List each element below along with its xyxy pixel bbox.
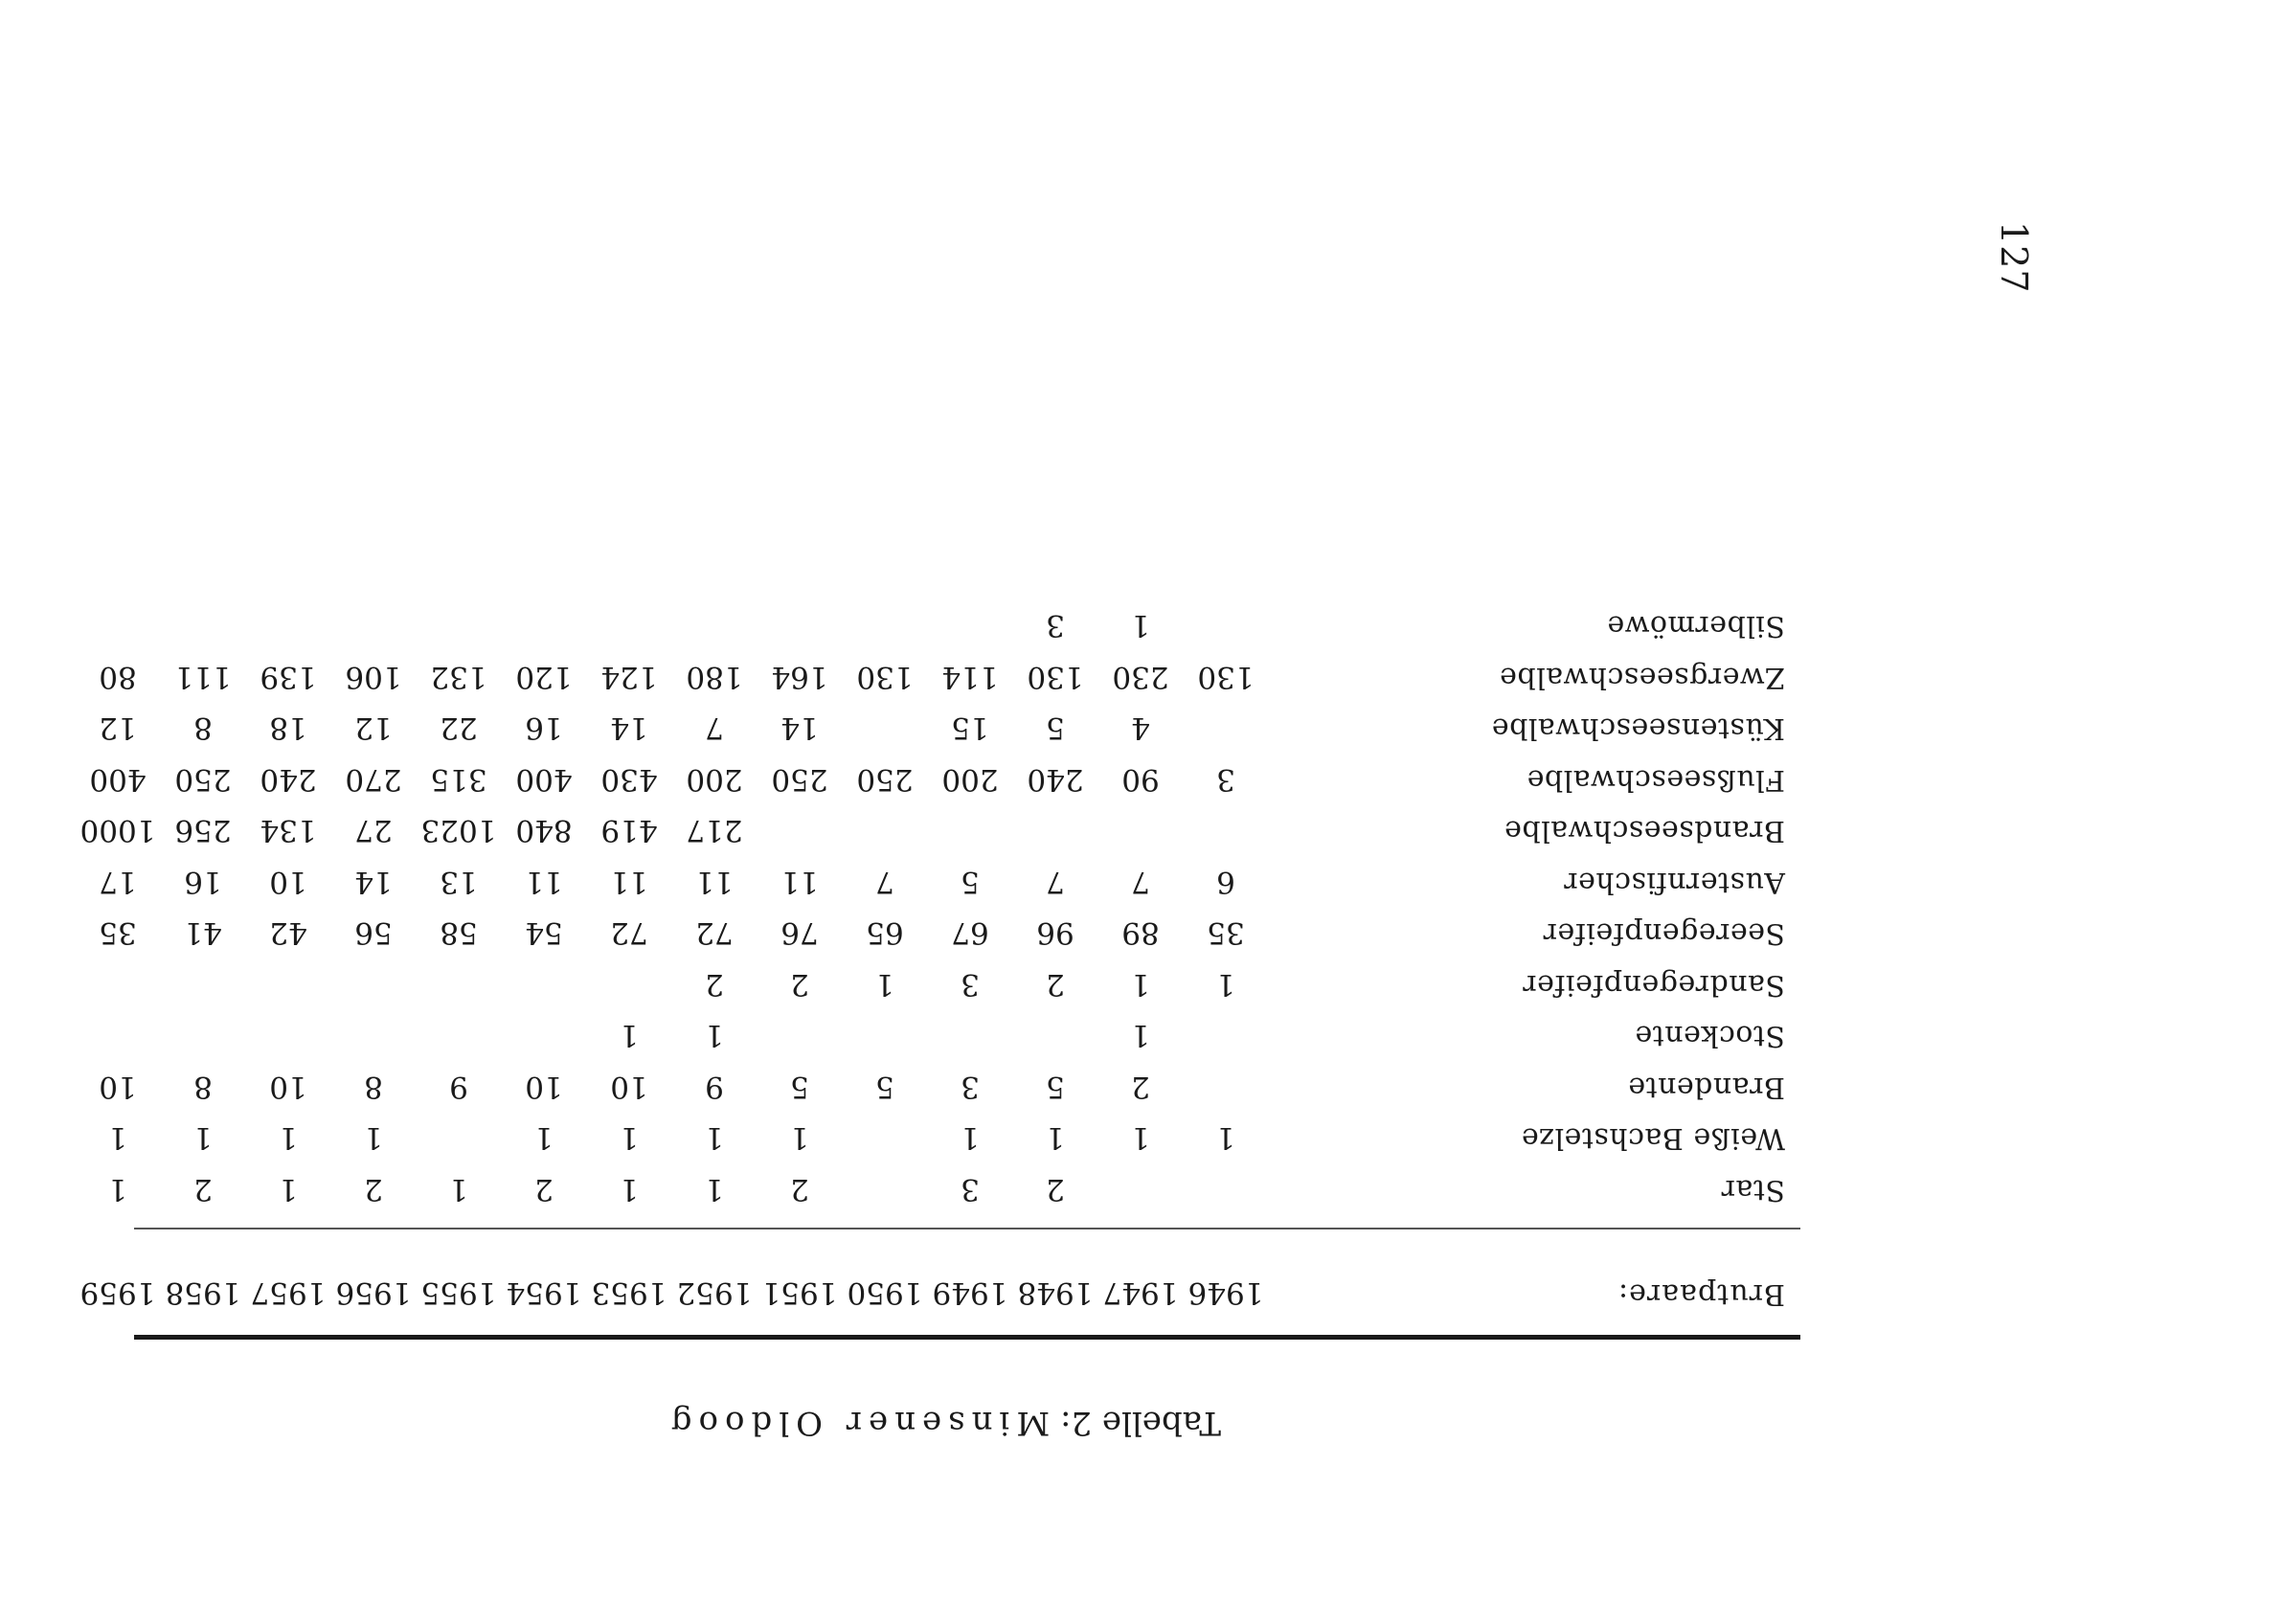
table-cell: 42 — [269, 915, 307, 951]
table-cell: 10 — [99, 1070, 137, 1104]
table-cell: 1 — [620, 1018, 639, 1053]
row-label: Brandseeschwalbe — [1504, 814, 1785, 848]
table-cell: 35 — [99, 915, 137, 951]
table-cell: 130 — [1027, 660, 1084, 694]
table-cell: 2 — [1131, 1070, 1150, 1104]
table-cell: 240 — [260, 762, 317, 797]
table-cell: 58 — [440, 915, 478, 951]
table-cell: 16 — [184, 865, 222, 899]
header-label: Brutpaare: — [1617, 1277, 1785, 1311]
year-header: 1953 — [591, 1275, 667, 1310]
table-cell: 132 — [430, 660, 487, 694]
table-cell: 270 — [345, 762, 402, 797]
table-cell: 72 — [695, 915, 734, 951]
table-cell: 1 — [279, 1120, 298, 1156]
table-cell: 72 — [610, 915, 648, 951]
table-cell: 430 — [600, 762, 658, 797]
table-cell: 130 — [1197, 660, 1255, 694]
table-cell: 1 — [1216, 1120, 1235, 1156]
table-cell: 12 — [354, 710, 393, 746]
header-rule — [134, 1228, 1800, 1229]
table-cell: 14 — [610, 710, 648, 746]
table-cell: 5 — [875, 1070, 894, 1104]
table-cell: 1 — [705, 1172, 724, 1207]
row-label: Sandregenpfeifer — [1522, 968, 1785, 1002]
table-cell: 56 — [354, 915, 393, 951]
table-title — [665, 1404, 1221, 1442]
table-cell: 111 — [174, 660, 232, 694]
row-label: Silbermöwe — [1607, 609, 1785, 643]
year-header: 1947 — [1102, 1275, 1179, 1310]
table-cell: 4 — [1131, 710, 1150, 746]
table-cell: 7 — [1046, 865, 1065, 899]
row-label: Stockente — [1634, 1019, 1785, 1053]
table-cell: 5 — [961, 865, 980, 899]
table-cell: 200 — [941, 762, 999, 797]
table-cell: 1 — [875, 967, 894, 1002]
table-cell: 1 — [1131, 608, 1150, 643]
table-cell: 2 — [534, 1172, 554, 1207]
table-cell: 7 — [705, 710, 724, 746]
table-cell: 3 — [1216, 762, 1235, 797]
table-top-rule — [134, 1335, 1800, 1340]
table-cell: 1 — [705, 1120, 724, 1156]
table-cell: 17 — [99, 865, 137, 899]
table-cell: 240 — [1027, 762, 1084, 797]
table-cell: 315 — [430, 762, 487, 797]
table-cell: 2 — [364, 1172, 383, 1207]
year-header: 1952 — [676, 1275, 753, 1310]
table-cell: 18 — [269, 710, 307, 746]
table-cell: 80 — [99, 660, 137, 694]
table-cell: 5 — [1046, 710, 1065, 746]
year-header: 1951 — [761, 1275, 838, 1310]
table-cell: 67 — [951, 915, 989, 951]
row-label: Flußseeschwalbe — [1526, 763, 1785, 797]
table-cell: 1 — [705, 1018, 724, 1053]
table-cell: 1 — [108, 1120, 127, 1156]
table-cell: 89 — [1121, 915, 1160, 951]
table-cell: 9 — [705, 1070, 724, 1104]
table-cell: 139 — [260, 660, 317, 694]
table-cell: 217 — [686, 813, 743, 848]
year-header: 1955 — [420, 1275, 497, 1310]
table-cell: 419 — [600, 813, 658, 848]
table-cell: 1 — [108, 1172, 127, 1207]
table-cell: 11 — [695, 865, 734, 899]
table-cell: 230 — [1112, 660, 1169, 694]
year-header: 1957 — [250, 1275, 327, 1310]
table-cell: 76 — [780, 915, 819, 951]
table-cell: 35 — [1207, 915, 1245, 951]
year-header: 1954 — [506, 1275, 582, 1310]
table-cell: 96 — [1036, 915, 1074, 951]
table-cell: 1 — [193, 1120, 213, 1156]
table-cell: 124 — [600, 660, 658, 694]
table-cell: 2 — [193, 1172, 213, 1207]
table-cell: 14 — [780, 710, 819, 746]
table-cell: 5 — [790, 1070, 809, 1104]
year-header: 1948 — [1017, 1275, 1094, 1310]
table-cell: 12 — [99, 710, 137, 746]
year-header: 1950 — [847, 1275, 923, 1310]
table-cell: 3 — [961, 1172, 980, 1207]
table-title-prefix: Tabelle 2: — [1060, 1404, 1221, 1442]
table-cell: 840 — [515, 813, 573, 848]
table-cell: 2 — [790, 1172, 809, 1207]
year-header: 1959 — [79, 1275, 156, 1310]
table-cell: 1 — [1131, 1120, 1150, 1156]
table-cell: 2 — [790, 967, 809, 1002]
table-cell: 400 — [89, 762, 147, 797]
table-cell: 106 — [345, 660, 402, 694]
table-cell: 114 — [941, 660, 999, 694]
table-cell: 10 — [269, 1070, 307, 1104]
row-label: Seeregenpfeifer — [1543, 916, 1785, 951]
table-cell: 250 — [856, 762, 914, 797]
table-cell: 1 — [534, 1120, 554, 1156]
table-cell: 7 — [1131, 865, 1150, 899]
year-header: 1949 — [932, 1275, 1008, 1310]
table-cell: 1 — [961, 1120, 980, 1156]
table-cell: 1000 — [79, 813, 156, 848]
table-cell: 1 — [364, 1120, 383, 1156]
table-cell: 130 — [856, 660, 914, 694]
table-cell: 9 — [449, 1070, 468, 1104]
table-cell: 1 — [1046, 1120, 1065, 1156]
table-cell: 11 — [610, 865, 648, 899]
table-cell: 65 — [866, 915, 904, 951]
table-cell: 10 — [269, 865, 307, 899]
row-label: Küstenseeschwalbe — [1491, 711, 1785, 746]
row-label: Austernfischer — [1563, 866, 1785, 899]
table-cell: 2 — [705, 967, 724, 1002]
table-cell: 3 — [961, 967, 980, 1002]
year-header: 1958 — [165, 1275, 241, 1310]
table-cell: 90 — [1121, 762, 1160, 797]
table-cell: 134 — [260, 813, 317, 848]
table-cell: 7 — [875, 865, 894, 899]
year-header: 1956 — [335, 1275, 412, 1310]
row-label: Brandente — [1627, 1071, 1785, 1104]
table-cell: 250 — [771, 762, 828, 797]
table-cell: 1 — [790, 1120, 809, 1156]
table-cell: 41 — [184, 915, 222, 951]
table-cell: 200 — [686, 762, 743, 797]
table-cell: 1 — [279, 1172, 298, 1207]
row-label: Star — [1721, 1173, 1785, 1207]
table-cell: 1 — [1131, 967, 1150, 1002]
row-label: Zwergseeschwalbe — [1499, 661, 1785, 694]
row-label: Weiße Bachstelze — [1521, 1121, 1785, 1156]
table-cell: 1023 — [420, 813, 497, 848]
table-cell: 14 — [354, 865, 393, 899]
table-cell: 1 — [1216, 967, 1235, 1002]
table-cell: 256 — [174, 813, 232, 848]
table-cell: 3 — [1046, 608, 1065, 643]
table-cell: 15 — [951, 710, 989, 746]
table-cell: 11 — [780, 865, 819, 899]
table-cell: 1 — [620, 1172, 639, 1207]
table-cell: 11 — [525, 865, 563, 899]
table-cell: 180 — [686, 660, 743, 694]
table-cell: 3 — [961, 1070, 980, 1104]
table-cell: 54 — [525, 915, 563, 951]
table-cell: 2 — [1046, 967, 1065, 1002]
table-cell: 2 — [1046, 1172, 1065, 1207]
table-cell: 8 — [364, 1070, 383, 1104]
table-cell: 6 — [1216, 865, 1235, 899]
table-cell: 10 — [525, 1070, 563, 1104]
table-cell: 1 — [620, 1120, 639, 1156]
table-cell: 16 — [525, 710, 563, 746]
table-cell: 400 — [515, 762, 573, 797]
table-cell: 13 — [440, 865, 478, 899]
table-cell: 27 — [354, 813, 393, 848]
table-cell: 8 — [193, 710, 213, 746]
table-cell: 1 — [1131, 1018, 1150, 1053]
table-cell: 164 — [771, 660, 828, 694]
table-cell: 250 — [174, 762, 232, 797]
table-cell: 120 — [515, 660, 573, 694]
table-cell: 22 — [440, 710, 478, 746]
year-header: 1946 — [1187, 1275, 1264, 1310]
table-cell: 10 — [610, 1070, 648, 1104]
page-number: 127 — [1993, 221, 2035, 294]
table-title-name: Minsener Oldoog — [664, 1404, 1051, 1442]
table-cell: 1 — [449, 1172, 468, 1207]
table-cell: 5 — [1046, 1070, 1065, 1104]
table-cell: 8 — [193, 1070, 213, 1104]
